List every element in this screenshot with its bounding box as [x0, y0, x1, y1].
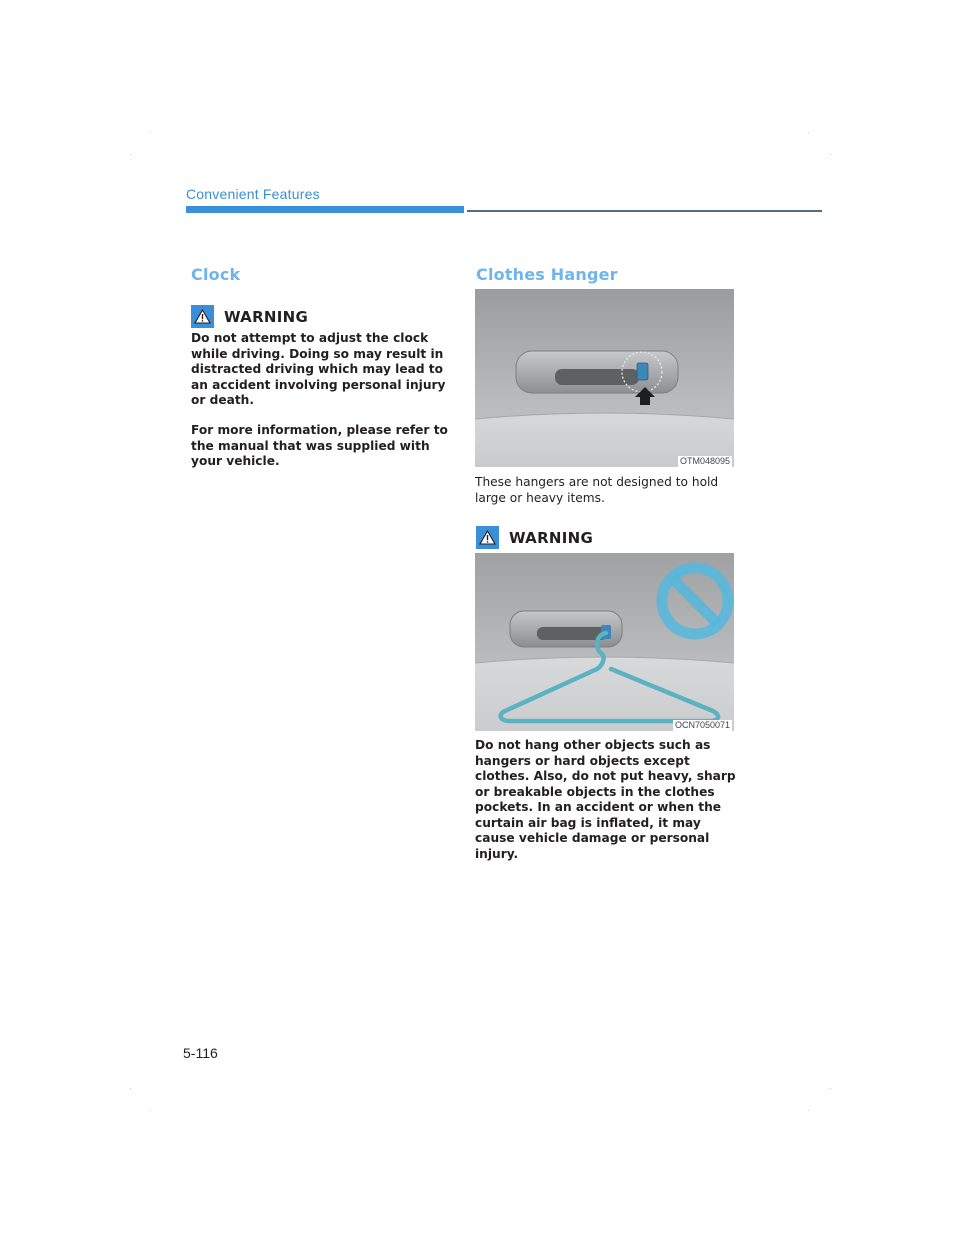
hanger-caption: These hangers are not designed to hold large or heavy items.: [475, 475, 719, 505]
hanger-figure-1: [475, 289, 734, 467]
figure-code: OTM048095: [679, 456, 730, 466]
clock-warning-text: Do not attempt to adjust the clock while driving. Doing so may result in distracted driving which may lead to an accident involving personal injury or death.: [191, 331, 446, 407]
hanger-warning-text: Do not hang other objects such as hangers or hard objects except clothes. Also, do not put heavy, sharp or breakable objects in the clothes pockets. In an accident or when the curtain air bag is inflated, it may cause vehicle damage or personal injury.: [475, 738, 736, 861]
crop-mark: [808, 1110, 809, 1111]
crop-mark: [808, 132, 809, 133]
warning-triangle-icon: [191, 305, 214, 328]
header-bar-accent: [186, 206, 464, 213]
header-rule: [467, 210, 822, 212]
crop-mark: [130, 1088, 131, 1089]
warning-triangle-icon: [476, 526, 499, 549]
clock-info-text: For more information, please refer to the manual that was supplied with your vehicle.: [191, 423, 448, 468]
warning-label: WARNING: [509, 528, 594, 547]
section-header: Convenient Features: [186, 186, 320, 202]
hanger-title: Clothes Hanger: [476, 265, 618, 284]
warning-label: WARNING: [224, 307, 309, 326]
hanger-figure-2: [475, 553, 734, 731]
page-number: 5-116: [183, 1045, 218, 1061]
crop-mark: [130, 154, 131, 155]
hanger-warning-header: [476, 526, 593, 549]
crop-mark: [830, 154, 831, 155]
crop-mark: [830, 1088, 831, 1089]
clock-warning-header: [191, 305, 308, 328]
clock-title: Clock: [191, 265, 241, 284]
figure-code: OCN7050071: [674, 720, 730, 730]
crop-mark: [150, 132, 151, 133]
crop-mark: [150, 1110, 151, 1111]
